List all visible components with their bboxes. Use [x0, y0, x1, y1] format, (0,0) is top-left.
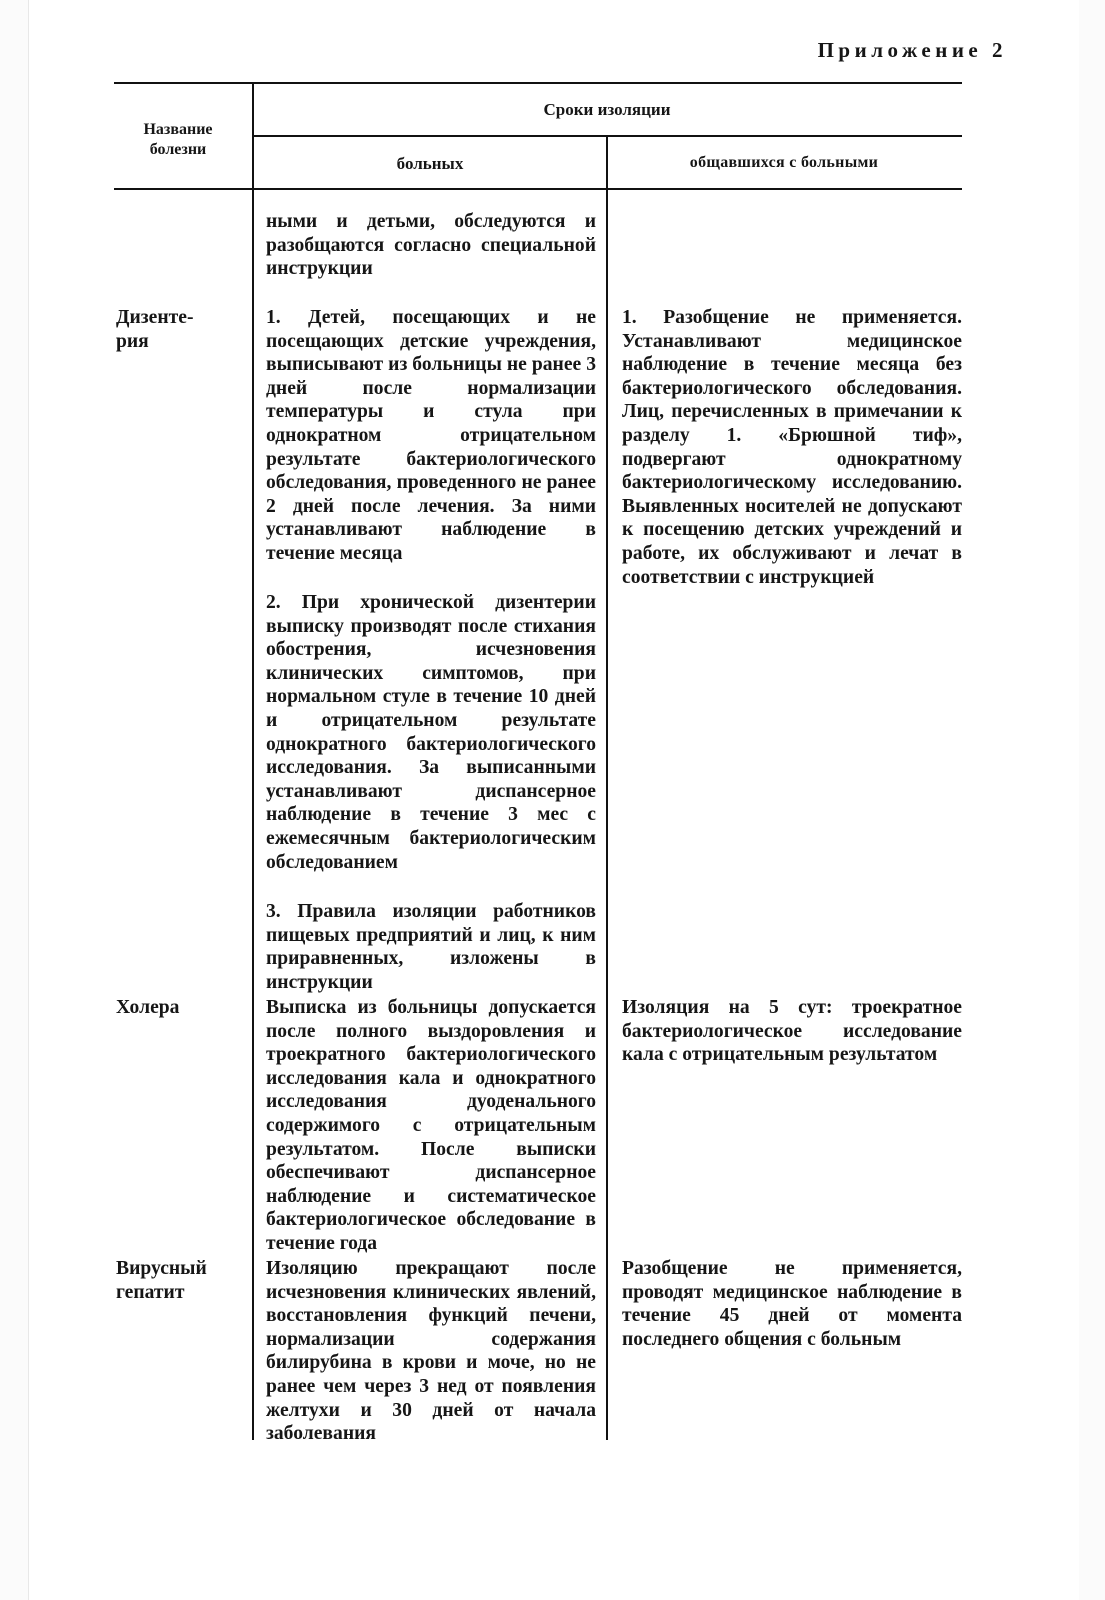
patients-cell-text: Изоляцию прекращают после исчезновения клинических явлений, восстановления функций печени, нормализации содержания билирубина в крови и моче, но не ранее чем через 3 нед от появления желтухи и 30 дней от начала заболевания	[266, 1258, 596, 1445]
patients-hepatitis	[266, 1257, 596, 1446]
disease-name-dysentery: Дизенте-рия	[116, 307, 194, 352]
contacts-cholera	[622, 996, 962, 1067]
patients-cell-text: 3. Правила изоляции работников пищевых предприятий и лиц, к ним приравненных, изложены в инструкции	[266, 901, 596, 993]
contacts-dysentery	[622, 306, 962, 589]
disease-name-hepatitis: Вирусный гепатит	[116, 1258, 207, 1303]
contacts-cell-text: 1. Разобщение не применяется. Устанавливают медицинское наблюдение в течение месяца без бактериологического обследования. Лиц, перечисленных в примечании к разделу 1. «Брюшной тиф», подвергают однократному бактериологическому исследованию. Выявленных носителей не допускают к посещению детских учреждений и работе, их обслуживают и лечат в соответствии с инструкцией	[622, 307, 962, 588]
patients-dysentery-1	[266, 306, 596, 566]
table-row	[266, 210, 596, 281]
appendix-label: Приложение 2	[817, 38, 1007, 62]
disease-name-cholera: Холера	[116, 997, 180, 1018]
patients-cholera	[266, 996, 596, 1256]
patients-dysentery-3	[266, 900, 596, 994]
terms-column-divider	[606, 135, 608, 1440]
header-disease-name: Название болезни	[143, 121, 213, 158]
contacts-hepatitis	[622, 1257, 962, 1351]
header-contacts: общавшихся с больными	[689, 154, 879, 171]
name-column-divider	[252, 82, 254, 1440]
header-isolation-terms: Сроки изоляции	[543, 100, 671, 119]
header-bottom-rule	[114, 188, 962, 190]
patients-cell-text: Выписка из больницы допускается после полного выздоровления и троекратного бактериологического исследования кала и однократного исследования дуоденального содержимого с отрицательным результатом. После выписки обеспечивают диспансерное наблюдение и систематическое бактериологическое обследование в течение года	[266, 997, 596, 1254]
contacts-cell-text: Изоляция на 5 сут: троекратное бактериологическое исследование кала с отрицательным результатом	[622, 997, 962, 1066]
table-top-rule	[114, 82, 962, 84]
patients-dysentery-2	[266, 591, 596, 874]
contacts-cell-text: Разобщение не применяется, проводят медицинское наблюдение в течение 45 дней от момента последнего общения с больным	[622, 1258, 962, 1350]
header-patients: больных	[396, 154, 464, 173]
patients-cell-text: ными и детьми, обследуются и разобщаются согласно специальной инструкции	[266, 211, 596, 280]
patients-cell-text: 2. При хронической дизентерии выписку производят после стихания обострения, исчезновения клинических симптомов, при нормальном стуле в течение 10 дней и отрицательном результате однократного бактериологического исследования. За выписанными устанавливают диспансерное наблюдение в течение 3 мес с ежемесячным бактериологическим обследованием	[266, 592, 596, 873]
patients-cell-text: 1. Детей, посещающих и не посещающих детские учреждения, выписывают из больницы не ранее 3 дней после нормализации температуры и стула при однократном отрицательном результате бактериологического обследования, проведенного не ранее 2 дней после лечения. За ними устанавливают наблюдение в течение месяца	[266, 307, 596, 564]
